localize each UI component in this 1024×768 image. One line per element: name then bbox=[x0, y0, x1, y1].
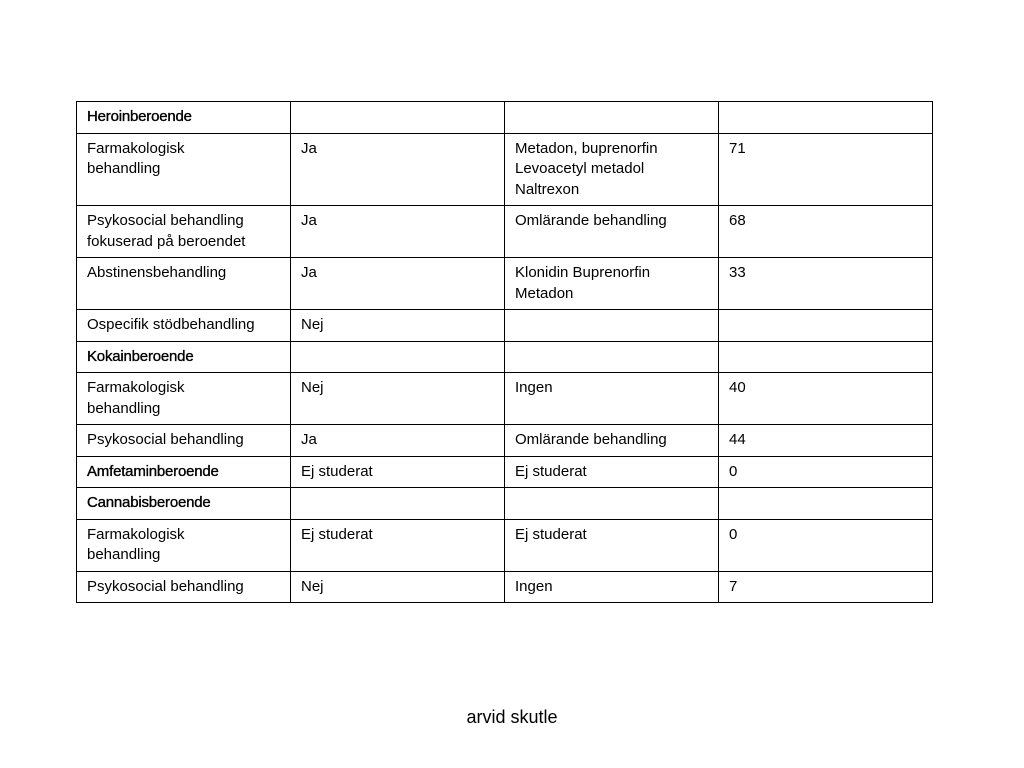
cell-line: Nej bbox=[301, 577, 324, 595]
section-row bbox=[77, 341, 933, 373]
table-body bbox=[77, 102, 933, 603]
cell-line: Naltrexon bbox=[515, 180, 580, 198]
cell-line: Klonidin Buprenorfin bbox=[515, 264, 651, 281]
table-cell bbox=[719, 373, 933, 425]
section-heading bbox=[77, 488, 291, 520]
cell-line: Heroinberoende bbox=[87, 108, 192, 125]
cell-line: Farmakologisk bbox=[87, 139, 185, 157]
table-cell bbox=[719, 258, 933, 310]
section-row bbox=[77, 102, 933, 134]
table-row bbox=[77, 133, 933, 206]
table-cell bbox=[291, 341, 505, 373]
cell-line: 0 bbox=[729, 462, 738, 480]
cell-line: Metadon bbox=[515, 284, 574, 302]
cell-line: Ej studerat bbox=[515, 525, 587, 543]
table-cell bbox=[291, 571, 505, 603]
table-cell bbox=[291, 258, 505, 310]
cell-line: Ja bbox=[301, 264, 317, 281]
section-row bbox=[77, 456, 933, 488]
cell-line: 33 bbox=[729, 264, 746, 281]
table-cell bbox=[291, 488, 505, 520]
cell-line: Farmakologisk bbox=[87, 525, 185, 543]
cell-line: Ej studerat bbox=[301, 525, 373, 543]
cell-line: Ospecifik stödbehandling bbox=[87, 316, 255, 333]
cell-line: Nej bbox=[301, 379, 324, 396]
footer-author: arvid skutle bbox=[466, 707, 558, 727]
table-cell bbox=[77, 133, 291, 206]
cell-line: Ingen bbox=[515, 577, 553, 595]
table-cell bbox=[505, 571, 719, 603]
table-cell bbox=[505, 258, 719, 310]
table-cell bbox=[505, 488, 719, 520]
table-cell bbox=[505, 373, 719, 425]
table-cell bbox=[719, 341, 933, 373]
table-cell bbox=[291, 519, 505, 571]
cell-line: Cannabisberoende bbox=[87, 494, 211, 511]
table-cell bbox=[291, 206, 505, 258]
cell-line: fokuserad på beroendet bbox=[87, 232, 246, 250]
cell-line: Levoacetyl metadol bbox=[515, 160, 645, 177]
table-cell bbox=[291, 425, 505, 457]
cell-line: 44 bbox=[729, 431, 746, 448]
table-cell bbox=[505, 425, 719, 457]
table-row bbox=[77, 310, 933, 342]
section-heading bbox=[77, 341, 291, 373]
cell-line: Nej bbox=[301, 316, 324, 333]
cell-line: Ingen bbox=[515, 379, 553, 396]
section-heading bbox=[77, 456, 291, 488]
table-cell bbox=[291, 373, 505, 425]
cell-line: 0 bbox=[729, 525, 738, 543]
table-row bbox=[77, 373, 933, 425]
cell-line: 71 bbox=[729, 139, 746, 157]
cell-line: Amfetaminberoende bbox=[87, 462, 219, 480]
table-cell bbox=[77, 258, 291, 310]
cell-line: Ja bbox=[301, 139, 317, 157]
cell-line: behandling bbox=[87, 160, 161, 177]
table-row bbox=[77, 425, 933, 457]
cell-line: behandling bbox=[87, 546, 161, 563]
cell-line: Abstinensbehandling bbox=[87, 264, 227, 281]
cell-line: Psykosocial behandling bbox=[87, 577, 244, 595]
table-cell bbox=[77, 206, 291, 258]
cell-line: Omlärande behandling bbox=[515, 431, 667, 448]
table-cell bbox=[719, 456, 933, 488]
table-cell bbox=[719, 519, 933, 571]
table-cell bbox=[77, 571, 291, 603]
table-cell bbox=[505, 102, 719, 134]
cell-line: Kokainberoende bbox=[87, 347, 194, 365]
table-cell bbox=[505, 133, 719, 206]
table-cell bbox=[719, 310, 933, 342]
table-cell bbox=[719, 206, 933, 258]
table-row bbox=[77, 258, 933, 310]
table-row bbox=[77, 206, 933, 258]
cell-line: Metadon, buprenorfin bbox=[515, 139, 658, 157]
table-cell bbox=[77, 373, 291, 425]
section-row bbox=[77, 488, 933, 520]
cell-line: Psykosocial behandling bbox=[87, 431, 244, 448]
table-cell bbox=[505, 206, 719, 258]
cell-line: Ej studerat bbox=[515, 462, 587, 480]
table-cell bbox=[291, 102, 505, 134]
table-cell bbox=[719, 571, 933, 603]
cell-line: 7 bbox=[729, 577, 738, 595]
section-heading bbox=[77, 102, 291, 134]
table-cell bbox=[719, 133, 933, 206]
table-cell bbox=[505, 341, 719, 373]
table-cell bbox=[77, 310, 291, 342]
table-row bbox=[77, 571, 933, 603]
table-cell bbox=[719, 102, 933, 134]
cell-line: Farmakologisk bbox=[87, 379, 185, 396]
table-cell bbox=[77, 519, 291, 571]
cell-line: Ja bbox=[301, 212, 317, 229]
cell-line: Ja bbox=[301, 431, 317, 448]
cell-line: Omlärande behandling bbox=[515, 212, 667, 229]
table-cell bbox=[505, 310, 719, 342]
table-cell bbox=[719, 488, 933, 520]
cell-line: Psykosocial behandling bbox=[87, 212, 244, 229]
table-cell bbox=[77, 425, 291, 457]
cell-line: behandling bbox=[87, 399, 161, 417]
table-cell bbox=[291, 310, 505, 342]
table-cell bbox=[719, 425, 933, 457]
table-cell bbox=[291, 133, 505, 206]
cell-line: Ej studerat bbox=[301, 462, 373, 480]
table-cell bbox=[505, 456, 719, 488]
table-cell bbox=[291, 456, 505, 488]
table-cell bbox=[505, 519, 719, 571]
table-row bbox=[77, 519, 933, 571]
cell-line: 40 bbox=[729, 379, 746, 396]
treatment-table bbox=[76, 101, 933, 603]
cell-line: 68 bbox=[729, 212, 746, 229]
